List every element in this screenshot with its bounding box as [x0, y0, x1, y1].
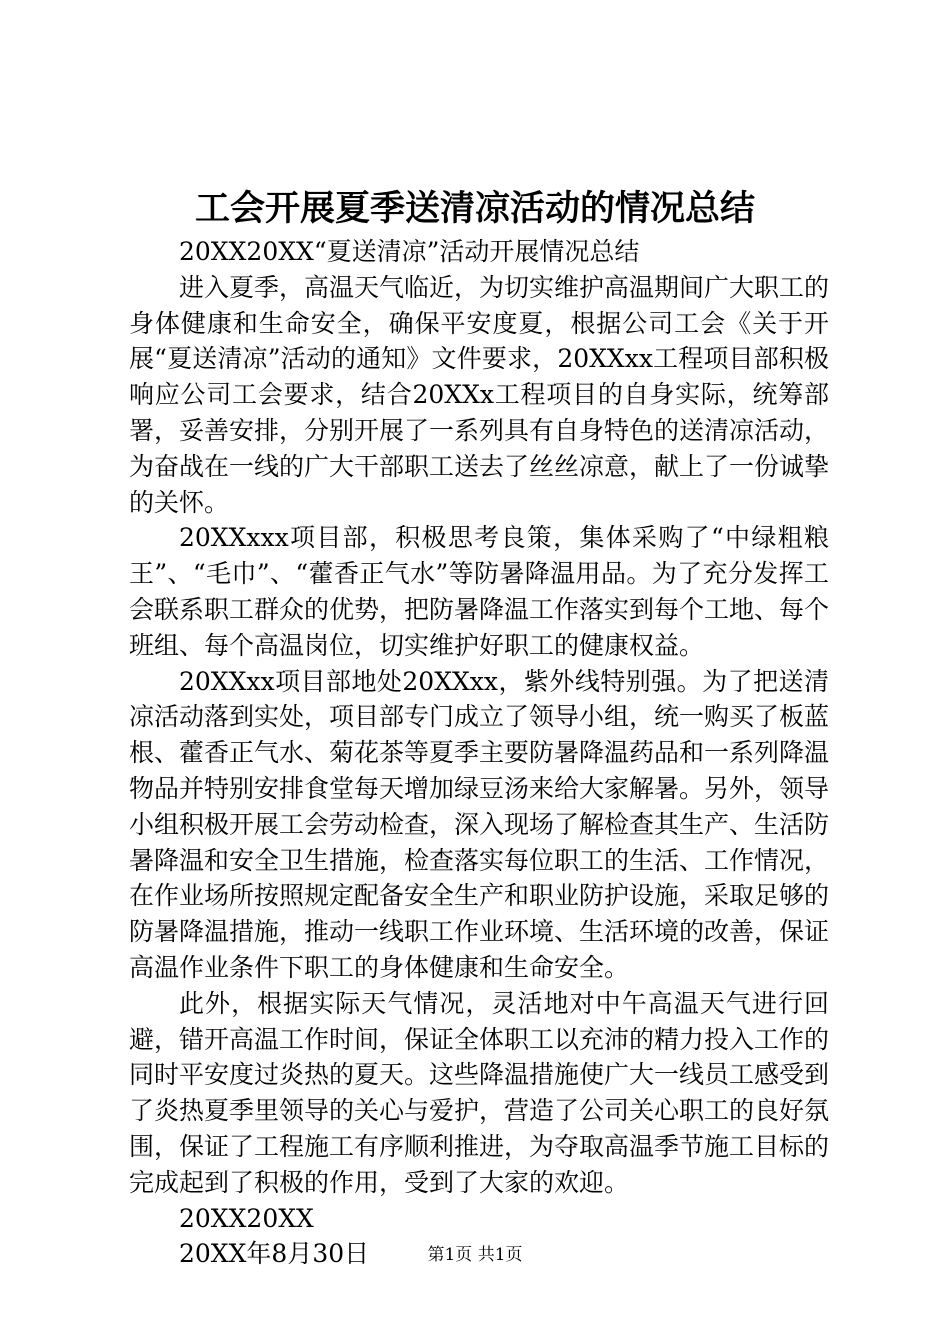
signature: 20XX20XX — [179, 1203, 314, 1233]
page-number: 第1页 共1页 — [427, 1245, 523, 1265]
paragraph-1: 进入夏季，高温天气临近，为切实维护高温期间广大职工的身体健康和生命安全，确保平安度夏，根据公司工会《关于开展“夏送清凉”活动的通知》文件要求，20XXxx工程项目部积极响应公司工会要求，结合20XXx工程项目的自身实际，统筹部署，妥善安排，分别开展了一系列具有自身特色的送清凉活动，为奋战在一线的广大干部职工送去了丝丝凉意，献上了一份诚挚的关怀。 — [129, 272, 830, 517]
document-date: 20XX年8月30日 — [179, 1239, 370, 1269]
document-body — [129, 234, 829, 1272]
paragraph-2: 20XXxxx项目部，积极思考良策，集体采购了“中绿粗粮王”、“毛巾”、“藿香正气水”等防暑降温用品。为了充分发挥工会联系职工群众的优势，把防暑降温工作落实到每个工地、每个班组、每个高温岗位，切实维护好职工的健康权益。 — [129, 523, 830, 660]
paragraph-3: 20XXxx项目部地处20XXxx，紫外线特别强。为了把送清凉活动落到实处，项目部专门成立了领导小组，统一购买了板蓝根、藿香正气水、菊花茶等夏季主要防暑降温药品和一系列降温物品并特别安排食堂每天增加绿豆汤来给大家解暑。另外，领导小组积极开展工会劳动检查，深入现场了解检查其生产、生活防暑降温和安全卫生措施，检查落实每位职工的生活、工作情况，在作业场所按照规定配备安全生产和职业防护设施，采取足够的防暑降温措施，推动一线职工作业环境、生活环境的改善，保证高温作业条件下职工的身体健康和生命安全。 — [129, 666, 830, 982]
document-subtitle: 20XX20XX“夏送清凉”活动开展情况总结 — [179, 237, 640, 266]
document-title: 工会开展夏季送清凉活动的情况总结 — [194, 188, 755, 229]
paragraph-4: 此外，根据实际天气情况，灵活地对中午高温天气进行回避，错开高温工作时间，保证全体职工以充沛的精力投入工作的同时平安度过炎热的夏天。这些降温措施使广大一线员工感受到了炎热夏季里领导的关心与爱护，营造了公司关心职工的良好氛围，保证了工程施工有序顺利推进，为夺取高温季节施工目标的完成起到了积极的作用，受到了大家的欢迎。 — [129, 988, 830, 1197]
